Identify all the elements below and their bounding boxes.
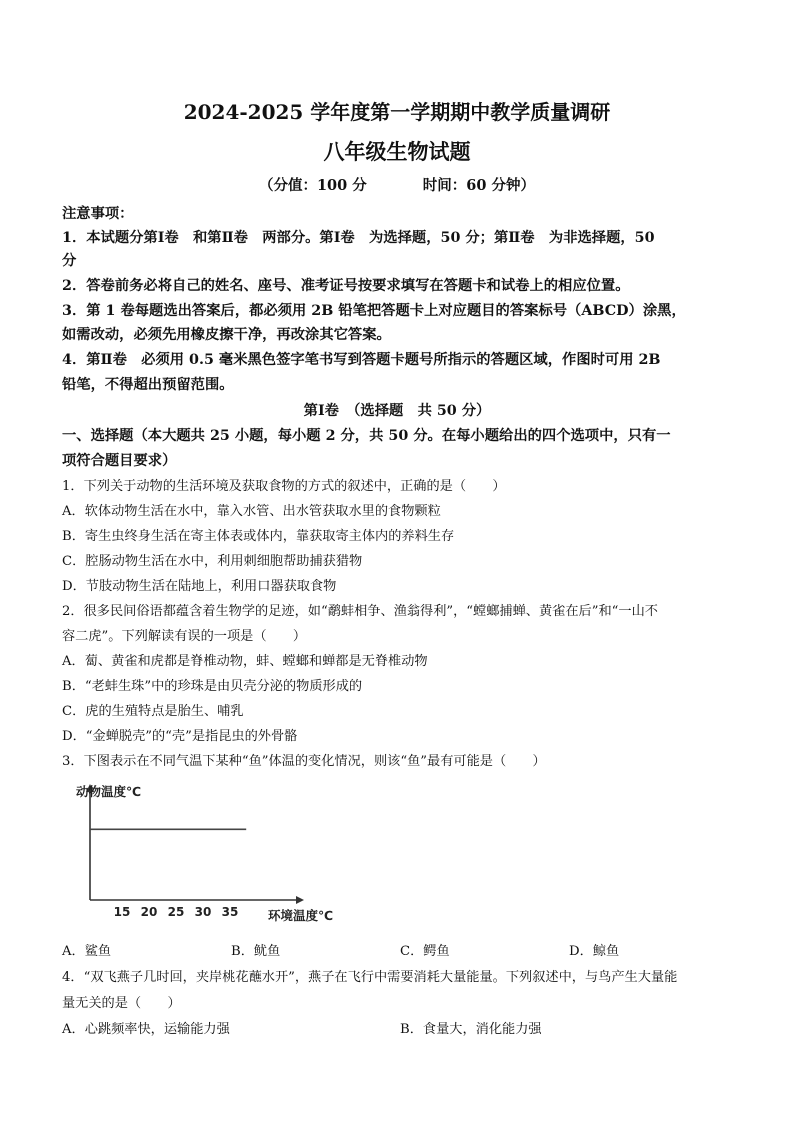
q2-option-d: D．“金蝉脱壳”的“壳”是指昆虫的外骨骼 (62, 729, 298, 744)
q1-stem: 1．下列关于动物的生活环境及获取食物的方式的叙述中，正确的是（ ） (62, 479, 506, 494)
y-axis-label: 动物温度℃ (76, 784, 142, 799)
section-intro-a: 一、选择题（本大题共 25 小题，每小题 2 分，共 50 分。在每小题给出的四个选项中，只有一 (62, 428, 671, 444)
temperature-chart (62, 782, 352, 922)
x-tick-label: 35 (221, 905, 239, 919)
time-label: 时间：60 分钟） (422, 177, 536, 194)
note-3a: 3．第 1 卷每题选出答案后，都必须用 2B 铅笔把答题卡上对应题目的答案标号（ABCD）涂黑， (62, 303, 686, 319)
q3-option-d: D．鲸鱼 (569, 944, 620, 959)
x-tick-label: 15 (113, 905, 131, 919)
q2-option-b: B．“老蚌生珠”中的珍珠是由贝壳分泌的物质形成的 (62, 679, 363, 694)
q1-option-b: B．寄生虫终身生活在寄主体表或体内，靠获取寄主体内的养料生存 (62, 529, 455, 544)
q4-option-b: B．食量大，消化能力强 (400, 1022, 542, 1037)
exam-subtitle: 八年级生物试题 (323, 139, 471, 164)
q3-stem: 3．下图表示在不同气温下某种“鱼”体温的变化情况，则该“鱼”最有可能是（ ） (62, 754, 546, 769)
x-tick-labels (114, 905, 239, 919)
q4-option-a: A．心跳频率快，运输能力强 (62, 1022, 230, 1037)
note-1b: 分 (62, 253, 77, 269)
q2-stem-b: 容二虎”。下列解读有误的一项是（ ） (62, 629, 307, 644)
exam-meta (0, 174, 794, 195)
note-4a: 4．第Ⅱ卷 必须用 0.5 毫米黑色签字笔书写到答题卡题号所指示的答题区域，作图时可用 2B (62, 352, 661, 368)
x-axis-label: 环境温度℃ (268, 908, 334, 922)
x-tick-label: 30 (194, 905, 212, 919)
note-1a: 1．本试题分第Ⅰ卷 和第Ⅱ卷 两部分。第Ⅰ卷 为选择题，50 分；第Ⅱ卷 为非选择题，50 (62, 230, 655, 246)
exam-title: 2024-2025 学年度第一学期期中教学质量调研 (183, 100, 611, 124)
note-4b: 铅笔，不得超出预留范围。 (62, 377, 234, 393)
q1-option-c: C．腔肠动物生活在水中，利用刺细胞帮助捕获猎物 (62, 554, 363, 569)
q1-option-d: D．节肢动物生活在陆地上，利用口器获取食物 (62, 579, 337, 594)
section-intro-b: 项符合题目要求） (62, 453, 177, 469)
q4-stem-b: 量无关的是（ ） (62, 996, 181, 1011)
x-tick-label: 25 (167, 905, 185, 919)
section-heading: 第Ⅰ卷 （选择题 共 50 分） (303, 403, 491, 419)
q2-option-a: A．蔔、黄雀和虎都是脊椎动物，蚌、螳螂和蝉都是无脊椎动物 (62, 654, 428, 669)
q4-stem-a: 4．“双飞燕子几时回，夹岸桃花蘸水开”，燕子在飞行中需要消耗大量能量。下列叙述中，与鸟产生大量能 (62, 970, 678, 985)
score-label: （分值：100 分 (258, 177, 367, 194)
note-3b: 如需改动，必须先用橡皮擦干净，再改涂其它答案。 (62, 327, 391, 343)
note-2: 2．答卷前务必将自己的姓名、座号、准考证号按要求填写在答题卡和试卷上的相应位置。 (62, 278, 630, 294)
q1-option-a: A．软体动物生活在水中，靠入水管、出水管获取水里的食物颗粒 (62, 504, 441, 519)
q3-option-b: B．鱿鱼 (231, 944, 281, 959)
x-tick-label: 20 (140, 905, 158, 919)
notes-heading: 注意事项： (62, 206, 134, 222)
x-axis-arrow (296, 896, 304, 904)
q3-option-a: A．鲨鱼 (62, 944, 112, 959)
q3-option-c: C．鳄鱼 (400, 944, 450, 959)
q2-stem-a: 2．很多民间俗语都蕴含着生物学的足迹，如“鹬蚌相争、渔翁得利”，“螳螂捕蝉、黄雀在后”和“一山不 (62, 604, 658, 619)
q2-option-c: C．虎的生殖特点是胎生、哺乳 (62, 704, 244, 719)
